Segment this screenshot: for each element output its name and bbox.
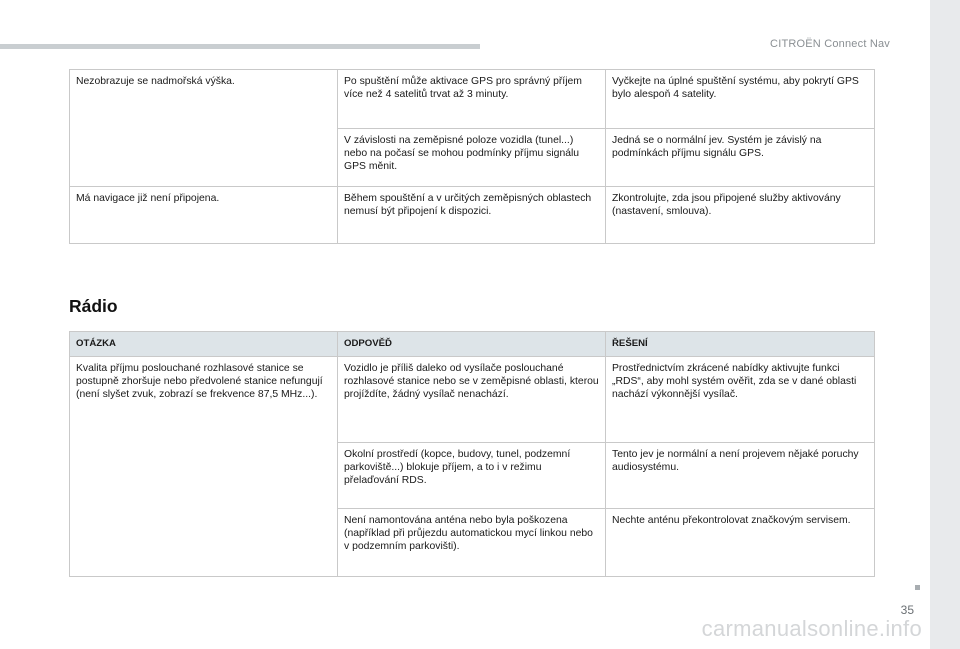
- question-cell: Má navigace již není připojena.: [70, 187, 338, 244]
- page-marker: [915, 585, 920, 590]
- solution-cell: Zkontrolujte, zda jsou připojené služby aktivovány (nastavení, smlouva).: [606, 187, 875, 244]
- answer-cell: Po spuštění může aktivace GPS pro správný příjem více než 4 satelitů trvat až 3 minuty.: [338, 70, 606, 129]
- question-cell: Kvalita příjmu poslouchané rozhlasové stanice se postupně zhoršuje nebo předvolené stanice nefungují (není slyšet zvuk, zobrazí se frekvence 87,5 MHz...).: [70, 357, 338, 577]
- radio-troubleshooting-table: [69, 331, 875, 577]
- header-rule: [0, 44, 480, 49]
- solution-cell: Jedná se o normální jev. Systém je závislý na podmínkách příjmu signálu GPS.: [606, 129, 875, 187]
- table-header-row: [70, 332, 875, 357]
- solution-cell: Vyčkejte na úplné spuštění systému, aby pokrytí GPS bylo alespoň 4 satelity.: [606, 70, 875, 129]
- solution-cell: Prostřednictvím zkrácené nabídky aktivujte funkci „RDS“, aby mohl systém ověřit, zda se v dané oblasti nachází výkonnější vysílač.: [606, 357, 875, 443]
- watermark: carmanualsonline.info: [701, 616, 922, 641]
- gps-troubleshooting-table: [69, 69, 875, 244]
- solution-cell: Nechte anténu překontrolovat značkovým servisem.: [606, 509, 875, 577]
- column-header-answer: ODPOVĚĎ: [338, 332, 606, 357]
- column-header-question: OTÁZKA: [70, 332, 338, 357]
- side-strip: [930, 0, 960, 649]
- page-number: 35: [900, 603, 914, 617]
- answer-cell: Okolní prostředí (kopce, budovy, tunel, podzemní parkoviště...) blokuje příjem, a to i v režimu přelaďování RDS.: [338, 443, 606, 509]
- answer-cell: V závislosti na zeměpisné poloze vozidla (tunel...) nebo na počasí se mohou podmínky příjmu signálu GPS měnit.: [338, 129, 606, 187]
- answer-cell: Vozidlo je příliš daleko od vysílače poslouchané rozhlasové stanice nebo se v zeměpisné oblasti, kterou projíždíte, žádný vysílač nenachází.: [338, 357, 606, 443]
- table-row: [70, 70, 875, 129]
- section-title-radio: Rádio: [69, 296, 118, 316]
- solution-cell: Tento jev je normální a není projevem nějaké poruchy audiosystému.: [606, 443, 875, 509]
- column-header-solution: ŘEŠENÍ: [606, 332, 875, 357]
- table-row: [70, 357, 875, 443]
- manual-title: CITROËN Connect Nav: [770, 38, 890, 50]
- table-row: [70, 187, 875, 244]
- answer-cell: Není namontována anténa nebo byla poškozena (například při průjezdu automatickou mycí linkou nebo v podzemním parkovišti).: [338, 509, 606, 577]
- answer-cell: Během spouštění a v určitých zeměpisných oblastech nemusí být připojení k dispozici.: [338, 187, 606, 244]
- question-cell: Nezobrazuje se nadmořská výška.: [70, 70, 338, 187]
